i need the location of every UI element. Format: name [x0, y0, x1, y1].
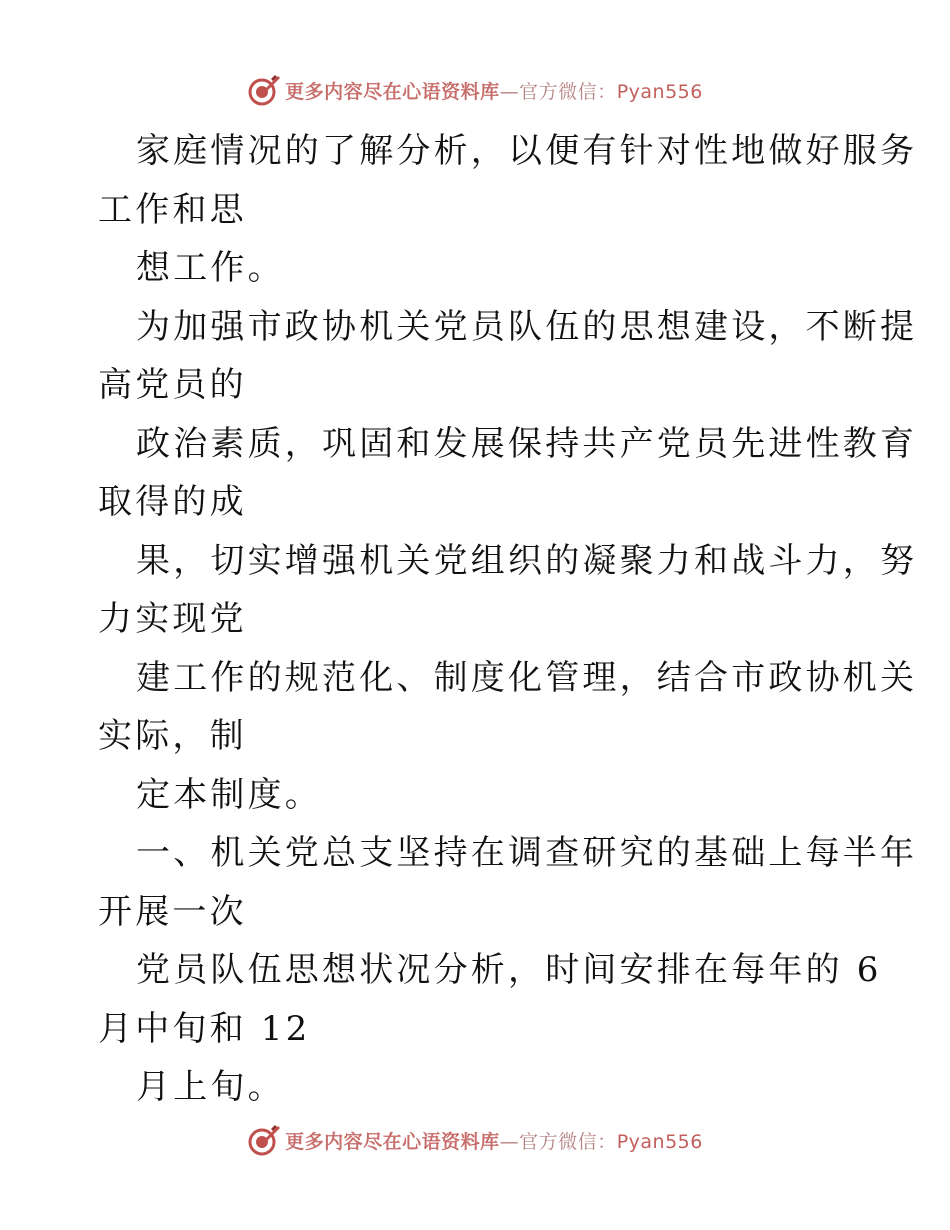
- text-line: 高党员的: [98, 365, 247, 405]
- text-line: 取得的成: [98, 482, 247, 522]
- text-line: 力实现党: [98, 599, 247, 639]
- quill-logo-icon: [247, 73, 281, 107]
- text-line: 开展一次: [98, 891, 247, 932]
- watermark-main-text: 更多内容尽在心语资料库: [285, 1130, 500, 1153]
- text-line: 党员队伍思想状况分析，时间安排在每年的 6: [136, 950, 882, 990]
- text-line: 定本制度。: [136, 774, 322, 815]
- watermark-sub-text: —官方微信：: [499, 80, 617, 103]
- text-line: 为加强市政协机关党员队伍的思想建设，不断提: [136, 306, 918, 347]
- quill-logo-icon: [247, 1123, 281, 1157]
- text-line: 果，切实增强机关党组织的凝聚力和战斗力，努: [136, 540, 918, 581]
- footer-watermark: [0, 1120, 950, 1160]
- header-watermark: [0, 70, 950, 110]
- text-line: 实际，制: [98, 716, 247, 756]
- text-line: 工作和思: [98, 189, 247, 230]
- text-line: 政治素质，巩固和发展保持共产党员先进性教育: [136, 423, 918, 464]
- document-body: [98, 122, 918, 1117]
- text-line: 想工作。: [136, 248, 285, 288]
- watermark-wechat-id: Pyan556: [616, 1130, 703, 1153]
- text-line: 月中旬和 12: [98, 1008, 311, 1049]
- watermark-main-text: 更多内容尽在心语资料库: [285, 80, 500, 103]
- watermark-text: [285, 1127, 703, 1154]
- text-line: 月上旬。: [136, 1067, 285, 1107]
- watermark-sub-text: —官方微信：: [499, 1130, 617, 1153]
- text-line: 一、机关党总支坚持在调查研究的基础上每半年: [136, 833, 918, 873]
- text-line: 建工作的规范化、制度化管理，结合市政协机关: [136, 657, 918, 698]
- text-line: 家庭情况的了解分析，以便有针对性地做好服务: [136, 131, 918, 171]
- watermark-wechat-id: Pyan556: [616, 80, 703, 103]
- watermark-text: [285, 77, 703, 104]
